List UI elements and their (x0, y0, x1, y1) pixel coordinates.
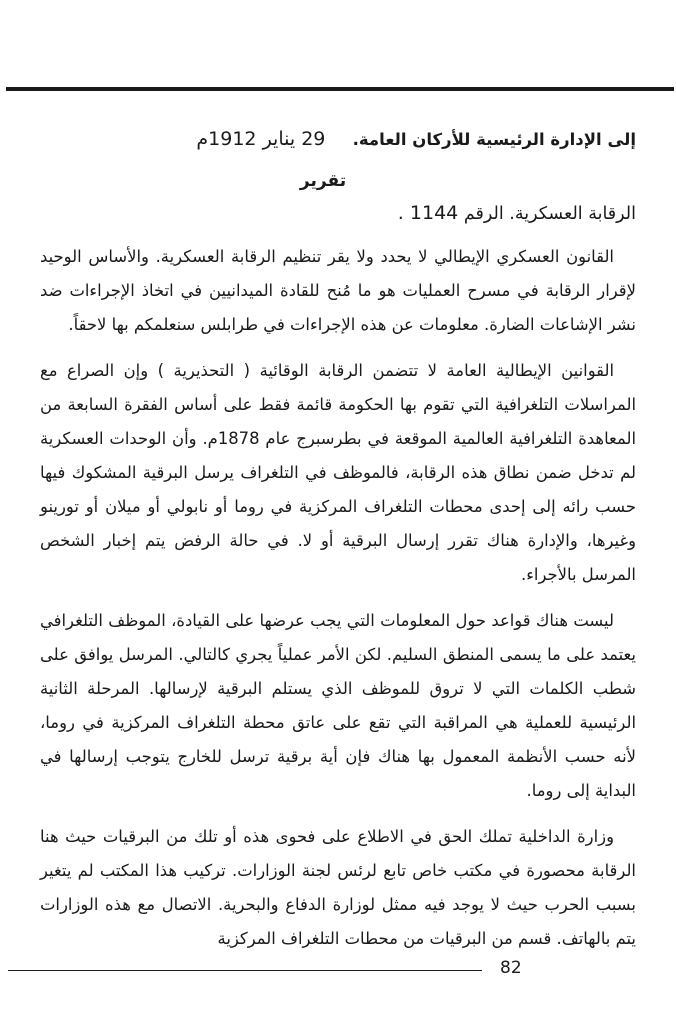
reference-line (40, 197, 636, 230)
footer-rule (8, 970, 482, 971)
paragraph-2: القوانين الإيطالية العامة لا تتضمن الرقابة الوقائية ( التحذيرية ) وإن الصراع مع المراسلات التلغرافية التي تقوم بها الحكومة قائمة فقط على أساس الفقرة السابعة من المعاهدة التلغرافية العالمية الموقعة في بطرسبرج عام 1878م. وأن الوحدات العسكرية لم تدخل ضمن نطاق هذه الرقابة، فالموظف في التلغراف يرسل البرقية المشكوك فيها حسب رائه إلى إحدى محطات التلغراف المركزية في روما أو نابولي أو ميلان أو تورينو وغيرها، والإدارة هناك تقرر إرسال البرقية أو لا. في حالة الرفض يتم إخبار الشخص المرسل بالأجراء. (40, 361, 636, 584)
reference-label: الرقابة العسكرية. الرقم (463, 204, 636, 224)
letter-date: 29 يناير 1912م (196, 128, 326, 150)
page-body (40, 124, 636, 968)
reference-number: 1144 . (397, 202, 459, 224)
recipient-line: إلى الإدارة الرئيسية للأركان العامة. (352, 130, 636, 149)
letter-heading (40, 124, 636, 155)
paragraph-4: وزارة الداخلية تملك الحق في الاطلاع على فحوى هذه أو تلك من البرقيات حيث هنا الرقابة محصورة في مكتب خاص تابع لرئس لجنة الوزارات. تركيب هذا المكتب لم يتغير بسبب الحرب حيث لا يوجد فيه ممثل لوزارة الدفاع والبحرية. الاتصال مع هذه الوزارات يتم بالهاتف. قسم من البرقيات من محطات التلغراف المركزية (40, 827, 636, 948)
paragraph-3: ليست هناك قواعد حول المعلومات التي يجب عرضها على القيادة، الموظف التلغرافي يعتمد على ما يسمى المنطق السليم. لكن الأمر عملياً يجري كالتالي. المرسل يوافق على شطب الكلمات التي لا تروق للموظف الذي يستلم البرقية لإرسالها. المرحلة الثانية الرئيسية للعملية هي المراقبة التي تقع على عاتق محطة التلغراف المركزية في روما، لأنه حسب الأنظمة المعمول بها هناك فإن أية برقية ترسل للخارج يتوجب إرسالها في البداية إلى روما. (40, 611, 636, 800)
top-rule (6, 87, 674, 91)
paragraph-1: القانون العسكري الإيطالي لا يحدد ولا يقر تنظيم الرقابة العسكرية. والأساس الوحيد لإقرار الرقابة في مسرح العمليات هو ما مُنح للقادة الميدانيين في اتخاذ الإجراءات ضد نشر الإشاعات الضارة. معلومات عن هذه الإجراءات في طرابلس سنعلمكم بها لاحقاً. (40, 247, 636, 334)
page-number: 82 (500, 958, 522, 978)
report-title: تقرير (299, 171, 347, 191)
